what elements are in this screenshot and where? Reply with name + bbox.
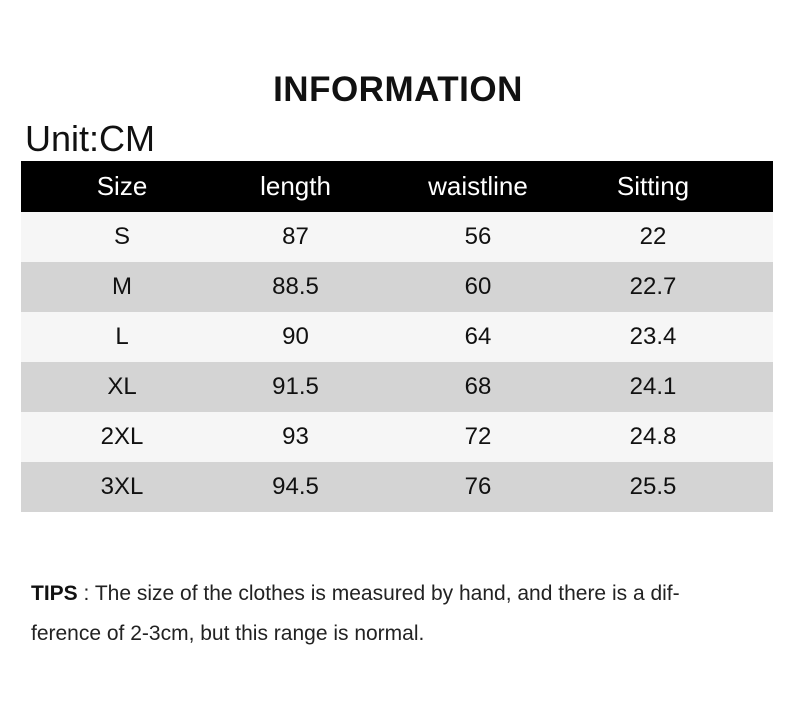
cell-waistline: 64 bbox=[368, 312, 588, 362]
cell-sitting: 24.1 bbox=[588, 362, 718, 412]
cell-sitting: 25.5 bbox=[588, 462, 718, 512]
cell-sitting: 22 bbox=[588, 212, 718, 262]
table-row bbox=[21, 262, 773, 312]
cell-length: 90 bbox=[223, 312, 368, 362]
cell-spacer bbox=[718, 212, 773, 262]
cell-size: L bbox=[21, 312, 223, 362]
tips-text-line2: ference of 2-3cm, but this range is normal. bbox=[31, 622, 425, 645]
cell-waistline: 68 bbox=[368, 362, 588, 412]
cell-size: 2XL bbox=[21, 412, 223, 462]
cell-sitting: 24.8 bbox=[588, 412, 718, 462]
page-title: INFORMATION bbox=[273, 70, 523, 109]
cell-length: 93 bbox=[223, 412, 368, 462]
table-header-row bbox=[21, 161, 773, 212]
cell-size: S bbox=[21, 212, 223, 262]
tips-note bbox=[31, 574, 751, 654]
cell-length: 94.5 bbox=[223, 462, 368, 512]
cell-length: 91.5 bbox=[223, 362, 368, 412]
header-spacer bbox=[718, 161, 773, 212]
cell-waistline: 76 bbox=[368, 462, 588, 512]
unit-label: Unit:CM bbox=[25, 118, 156, 159]
cell-size: XL bbox=[21, 362, 223, 412]
header-sitting: Sitting bbox=[588, 161, 718, 212]
cell-spacer bbox=[718, 312, 773, 362]
cell-spacer bbox=[718, 412, 773, 462]
table-row bbox=[21, 412, 773, 462]
tips-separator: : bbox=[77, 582, 95, 605]
cell-sitting: 23.4 bbox=[588, 312, 718, 362]
cell-sitting: 22.7 bbox=[588, 262, 718, 312]
size-table bbox=[21, 161, 773, 512]
header-length: length bbox=[223, 161, 368, 212]
tips-label: TIPS bbox=[31, 582, 78, 605]
tips-text-line1: The size of the clothes is measured by hand, and there is a dif- bbox=[94, 582, 680, 605]
cell-size: M bbox=[21, 262, 223, 312]
cell-waistline: 56 bbox=[368, 212, 588, 262]
header-waistline: waistline bbox=[368, 161, 588, 212]
table-row bbox=[21, 212, 773, 262]
cell-length: 87 bbox=[223, 212, 368, 262]
cell-spacer bbox=[718, 462, 773, 512]
cell-waistline: 60 bbox=[368, 262, 588, 312]
cell-spacer bbox=[718, 362, 773, 412]
table-row bbox=[21, 462, 773, 512]
cell-size: 3XL bbox=[21, 462, 223, 512]
table-row bbox=[21, 362, 773, 412]
cell-length: 88.5 bbox=[223, 262, 368, 312]
table-row bbox=[21, 312, 773, 362]
cell-waistline: 72 bbox=[368, 412, 588, 462]
header-size: Size bbox=[21, 161, 223, 212]
cell-spacer bbox=[718, 262, 773, 312]
